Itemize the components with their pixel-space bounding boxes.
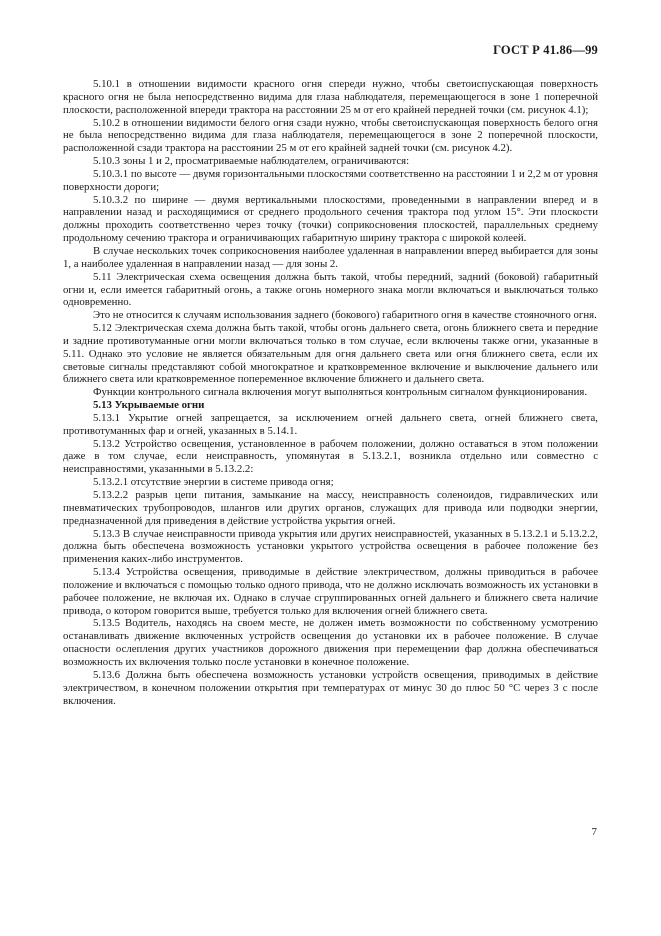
paragraph-5-10-3-2: 5.10.3.2 по ширине — двумя вертикальными плоскостями, проведенными в направлении вперед и в направлении назад и расходящимися от среднего продольного сечения трактора под углом 15°. Эти плоскости должны проходить соответственно через точку (точки) соприкосновения плоскостей, параллельных среднему продольному сечению трактора и ограничивающих габаритную ширину трактора с широкой колеей.	[63, 193, 598, 245]
paragraph-zones-note: В случае нескольких точек соприкосновения наиболее удаленная в направлении вперед выбирается для зоны 1, а наиболее удаленная в направлении назад — для зоны 2.	[63, 244, 598, 270]
standard-code: ГОСТ Р 41.86—99	[493, 43, 598, 57]
paragraph-5-10-3: 5.10.3 зоны 1 и 2, просматриваемые наблюдателем, ограничиваются:	[93, 155, 410, 168]
paragraph-5-12: 5.12 Электрическая схема должна быть такой, чтобы огонь дальнего света, огонь ближнего света и передние и задние противотуманные огни могли включаться только в том случае, если включены также огни, указанные в 5.11. Однако это условие не является обязательным для огня дальнего света или огня ближнего света, если их световые сигналы представляют собой многократное и кратковременное включение и выключение дальнего или ближнего света или кратковременное попеременное включение ближнего и дальнего света.	[63, 322, 598, 386]
paragraph-5-13-3: 5.13.3 В случае неисправности привода укрытия или других неисправностей, указанных в 5.13.2.1 и 5.13.2.2, должна быть обеспечена возможность установки укрытого устройства освещения в рабочее положение без применения каких-либо инструментов.	[63, 527, 598, 566]
paragraph-5-13-2-2: 5.13.2.2 разрыв цепи питания, замыкание на массу, неисправность соленоидов, гидравлических или пневматических трубопроводов, шлангов или других органов, служащих для привода или подводки энергии, предназначенной для приведения в действие устройства укрытия огней.	[63, 489, 598, 527]
body-text	[63, 78, 598, 707]
paragraph-5-13-2-1: 5.13.2.1 отсутствие энергии в системе привода огня;	[93, 476, 334, 489]
paragraph-5-12-note: Функции контрольного сигнала включения могут выполняться контрольным сигналом функционирования.	[93, 386, 588, 399]
paragraph-5-10-3-1: 5.10.3.1 по высоте — двумя горизонтальными плоскостями соответственно на расстоянии 1 и 2,2 м от уровня поверхности дороги;	[63, 167, 598, 193]
paragraph-5-11-note: Это не относится к случаям использования заднего (бокового) габаритного огня в качестве стояночного огня.	[93, 309, 597, 322]
section-heading-5-13: 5.13 Укрываемые огни	[93, 399, 205, 412]
paragraph-5-11: 5.11 Электрическая схема освещения должна быть такой, чтобы передний, задний (боковой) габаритный огни и, если имеется габаритный огонь, а также огонь номерного знака могли включаться и выключаться только одновременно.	[63, 270, 598, 309]
paragraph-5-13-4: 5.13.4 Устройства освещения, приводимые в действие электричеством, должны приводиться в рабочее положение и включаться с помощью только одного привода, что не должно исключать возможность их установки в рабочее положение, не включая их. Однако в случае сгруппированных огней дальнего и ближнего света наличие привода, о котором говорится выше, требуется только для включения огней ближнего света.	[63, 566, 598, 617]
paragraph-5-13-5: 5.13.5 Водитель, находясь на своем месте, не должен иметь возможности по собственному усмотрению останавливать движение включенных устройств освещения до установки их в рабочее положение. В случае опасности ослепления других участников дорожного движения при перемещении фар должна обеспечиваться возможность их включения только после установки в конечное положение.	[63, 617, 598, 668]
paragraph-5-13-2: 5.13.2 Устройство освещения, установленное в рабочем положении, должно оставаться в этом положении даже в том случае, если неисправность, упомянутая в 5.13.2.1, возникла отдельно или совместно с неисправностями, указанными в 5.13.2.2:	[63, 437, 598, 476]
paragraph-5-13-1: 5.13.1 Укрытие огней запрещается, за исключением огней дальнего света, огней ближнего света, противотуманных фар и огней, указанных в 5.14.1.	[63, 411, 598, 437]
paragraph-5-10-2: 5.10.2 в отношении видимости белого огня сзади нужно, чтобы светоиспускающая поверхность белого огня не была непосредственно видима для глаза наблюдателя, перемещающегося в зоне 2 поперечной плоскости, расположенной сзади трактора на расстоянии 25 м от его крайней задней точки (см. рисунок 4.2).	[63, 116, 598, 155]
paragraph-5-10-1: 5.10.1 в отношении видимости красного огня спереди нужно, чтобы светоиспускающая поверхность красного огня не была непосредственно видима для глаза наблюдателя, перемещающегося в зоне 1 поперечной плоскости, расположенной впереди трактора на расстоянии 25 м от его крайней передней точки (см. рисунок 4.1);	[63, 78, 598, 116]
paragraph-5-13-6: 5.13.6 Должна быть обеспечена возможность установки устройств освещения, приводимых в действие электричеством, в конечном положении открытия при температурах от минус 30 до плюс 50 °С через 3 с после включения.	[63, 668, 598, 707]
page-number: 7	[591, 826, 597, 838]
